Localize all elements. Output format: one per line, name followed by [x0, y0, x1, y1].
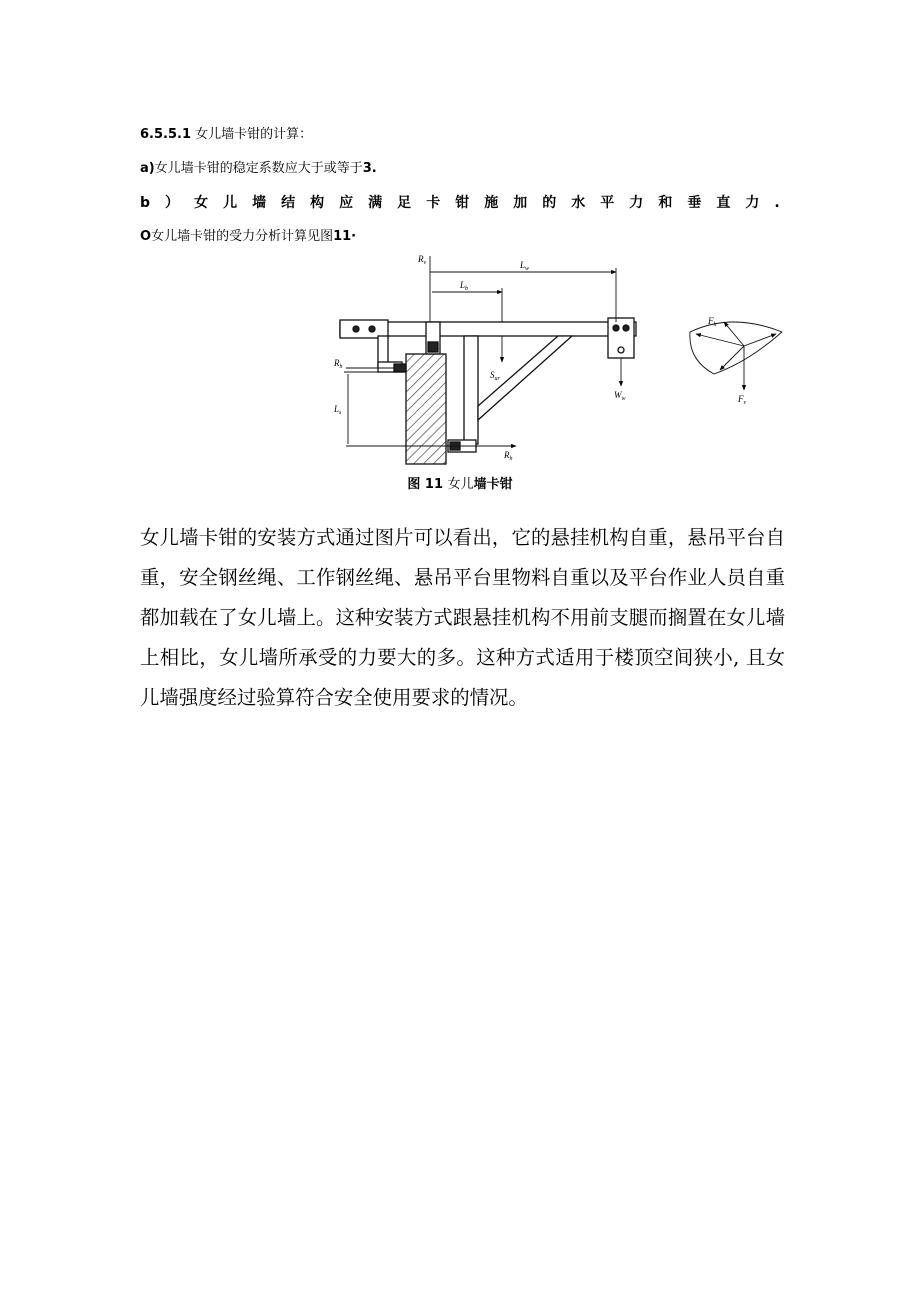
- item-b-char: 儿: [223, 195, 238, 211]
- label-sur: $S_{ur}$: [490, 370, 500, 382]
- vertical-post-shape: [464, 336, 478, 444]
- label-ww: $W_w$: [614, 390, 626, 402]
- item-b-char: 加: [513, 195, 528, 211]
- item-a-text: 女儿墙卡钳的稳定系数应大于或等于: [154, 161, 363, 176]
- caption-normal: 女儿: [447, 477, 474, 492]
- item-b-char: 满: [368, 195, 383, 211]
- parapet-wall-shape: [406, 354, 446, 464]
- item-b-char: 足: [397, 195, 412, 211]
- label-ls: $L_s$: [334, 404, 342, 416]
- item-b-char: 直: [716, 195, 731, 211]
- label-lb: $L_b$: [460, 280, 469, 292]
- item-b-char: 的: [542, 195, 557, 211]
- item-a: [140, 160, 377, 178]
- label-fv: $F_v$: [738, 394, 747, 406]
- section-title: 女儿墙卡钳的计算：: [195, 127, 313, 142]
- item-a-prefix: a): [140, 161, 155, 176]
- item-b-char: 施: [484, 195, 499, 211]
- item-b-char: 力: [629, 195, 644, 211]
- item-a-value: 3.: [362, 161, 377, 176]
- item-b-char: b: [140, 195, 151, 211]
- item-c-text: 女儿墙卡钳的受力分析计算见图: [151, 229, 334, 244]
- label-lw: $L_w$: [520, 260, 530, 272]
- item-c: [140, 228, 356, 246]
- item-b-char: 应: [339, 195, 354, 211]
- item-b-char: 垂: [687, 195, 702, 211]
- label-rh-top: $R_h$: [334, 358, 343, 370]
- item-b-char: 和: [658, 195, 673, 211]
- item-b: [140, 194, 780, 212]
- caption-bold: 墙卡钳: [473, 477, 513, 492]
- item-b-char: 结: [281, 195, 296, 211]
- item-c-prefix: O: [140, 229, 152, 244]
- label-rv: $R_v$: [418, 254, 427, 266]
- item-c-value: 11·: [333, 229, 357, 244]
- parapet-clamp-diagram: [320, 250, 800, 470]
- item-b-char: 钳: [455, 195, 470, 211]
- section-number: 6.5.5.1: [140, 127, 191, 142]
- figure-caption: [0, 473, 920, 492]
- item-b-char: ）: [165, 195, 180, 211]
- item-b-char: 水: [571, 195, 586, 211]
- figure-11: [320, 250, 800, 470]
- item-b-char: 力: [745, 195, 760, 211]
- item-b-char: 构: [310, 195, 325, 211]
- item-b-char: 女: [194, 195, 209, 211]
- body-paragraph: 女儿墙卡钳的安装方式通过图片可以看出，它的悬挂机构自重，悬吊平台自重，安全钢丝绳、工作钢丝绳、悬吊平台里物料自重以及平台作业人员自重都加载在了女儿墙上。这种安装方式跟悬挂机构不用前支腿而搁置在女儿墙上相比，女儿墙所承受的力要大的多。这种方式适用于楼顶空间狭小, 且女儿墙强度经过验算符合安全使用要求的情况。: [140, 526, 785, 709]
- caption-number: 图 11: [407, 477, 444, 492]
- item-b-char: 墙: [252, 195, 267, 211]
- section-heading: [140, 126, 312, 144]
- label-rh-bottom: $R_h$: [504, 450, 513, 462]
- item-b-char: 卡: [426, 195, 441, 211]
- item-b-char: 平: [600, 195, 615, 211]
- item-b-char: .: [774, 195, 780, 211]
- label-fh: $F_h$: [708, 316, 717, 328]
